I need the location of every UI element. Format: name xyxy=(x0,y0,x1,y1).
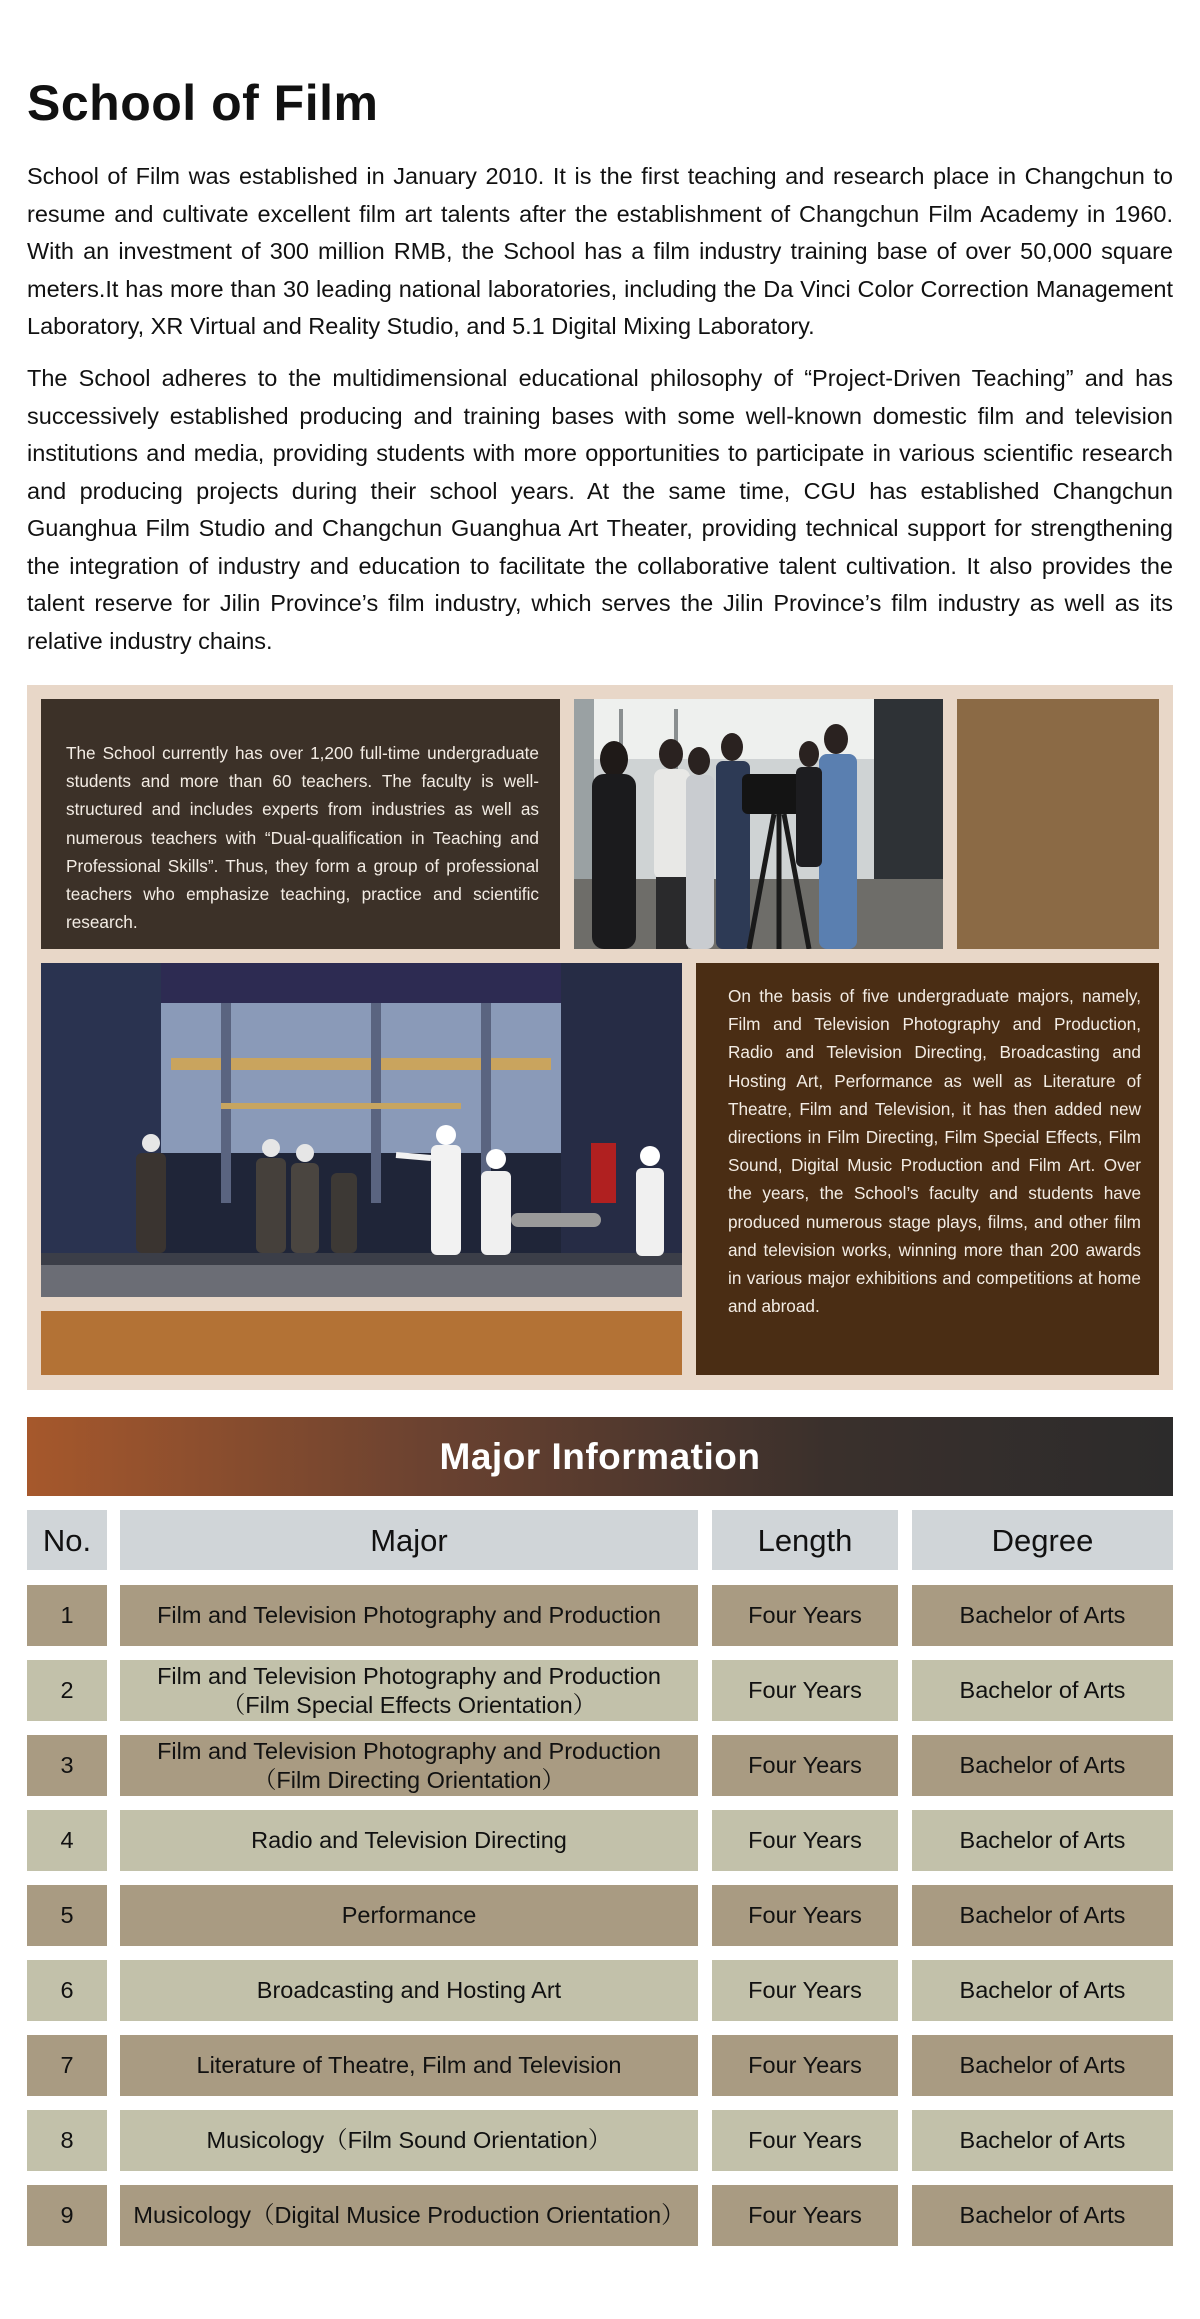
row-number: 2 xyxy=(27,1660,107,1721)
row-degree: Bachelor of Arts xyxy=(912,1660,1173,1721)
stage-performance-photo xyxy=(41,963,682,1297)
row-length: Four Years xyxy=(712,1960,898,2021)
row-number: 4 xyxy=(27,1810,107,1871)
row-length: Four Years xyxy=(712,2035,898,2096)
row-degree: Bachelor of Arts xyxy=(912,2185,1173,2246)
row-length: Four Years xyxy=(712,1735,898,1796)
row-number: 9 xyxy=(27,2185,107,2246)
page-title: School of Film xyxy=(27,75,379,131)
row-length: Four Years xyxy=(712,1885,898,1946)
row-length: Four Years xyxy=(712,1660,898,1721)
row-major: Literature of Theatre, Film and Television xyxy=(120,2035,698,2096)
major-information-banner: Major Information xyxy=(27,1417,1173,1496)
column-header-major: Major xyxy=(120,1510,698,1570)
film-crew-photo xyxy=(574,699,943,949)
row-degree: Bachelor of Arts xyxy=(912,1585,1173,1646)
column-header-length: Length xyxy=(712,1510,898,1570)
tan-color-block xyxy=(957,699,1159,949)
row-length: Four Years xyxy=(712,1810,898,1871)
row-degree: Bachelor of Arts xyxy=(912,1735,1173,1796)
row-number: 1 xyxy=(27,1585,107,1646)
column-header-no: No. xyxy=(27,1510,107,1570)
row-major: Radio and Television Directing xyxy=(120,1810,698,1871)
row-degree: Bachelor of Arts xyxy=(912,1960,1173,2021)
row-major: Musicology（Digital Musice Production Orientation） xyxy=(120,2185,698,2246)
row-major: Film and Television Photography and Production （Film Special Effects Orientation） xyxy=(120,1660,698,1721)
row-major: Musicology（Film Sound Orientation） xyxy=(120,2110,698,2171)
row-length: Four Years xyxy=(712,2110,898,2171)
majors-panel: On the basis of five undergraduate majors, namely, Film and Television Photography and Production, Radio and Television Directing, Broadcasting and Hosting Art, Performance as well as Literature of Theatre, Film and Television, it has then added new directions in Film Directing, Film Special Effects, Film Sound, Digital Music Production and Film Art. Over the years, the School’s faculty and students have produced numerous stage plays, films, and other film and television works, winning more than 200 awards in various major exhibitions and competitions at home and abroad. xyxy=(696,963,1159,1375)
row-major: Film and Television Photography and Production （Film Directing Orientation） xyxy=(120,1735,698,1796)
row-length: Four Years xyxy=(712,2185,898,2246)
row-length: Four Years xyxy=(712,1585,898,1646)
row-major: Film and Television Photography and Production xyxy=(120,1585,698,1646)
row-degree: Bachelor of Arts xyxy=(912,1810,1173,1871)
column-header-degree: Degree xyxy=(912,1510,1173,1570)
faculty-panel: The School currently has over 1,200 full-time undergraduate students and more than 60 teachers. The faculty is well-structured and includes experts from industries as well as numerous teachers with “Dual-qualification in Teaching and Professional Skills”. Thus, they form a group of professional teachers who emphasize teaching, practice and scientific research. xyxy=(41,699,560,949)
row-degree: Bachelor of Arts xyxy=(912,1885,1173,1946)
orange-color-block xyxy=(41,1311,682,1375)
row-number: 7 xyxy=(27,2035,107,2096)
row-degree: Bachelor of Arts xyxy=(912,2110,1173,2171)
row-major: Performance xyxy=(120,1885,698,1946)
row-number: 5 xyxy=(27,1885,107,1946)
row-major: Broadcasting and Hosting Art xyxy=(120,1960,698,2021)
philosophy-paragraph: The School adheres to the multidimensional educational philosophy of “Project-Driven Teaching” and has successively established producing and training bases with some well-known domestic film and television institutions and media, providing students with more opportunities to participate in various scientific research and producing projects during their school years. At the same time, CGU has established Changchun Guanghua Film Studio and Changchun Guanghua Art Theater, providing technical support for strengthening the integration of industry and education to facilitate the collaborative talent cultivation. It also provides the talent reserve for Jilin Province’s film industry, which serves the Jilin Province’s film industry as well as its relative industry chains. xyxy=(27,365,1173,654)
row-degree: Bachelor of Arts xyxy=(912,2035,1173,2096)
intro-paragraph: School of Film was established in January 2010. It is the first teaching and research place in Changchun to resume and cultivate excellent film art talents after the establishment of Changchun Film Academy in 1960. With an investment of 300 million RMB, the School has a film industry training base of over 50,000 square meters.It has more than 30 leading national laboratories, including the Da Vinci Color Correction Management Laboratory, XR Virtual and Reality Studio, and 5.1 Digital Mixing Laboratory. xyxy=(27,163,1173,339)
feature-mosaic xyxy=(27,685,1173,1390)
row-number: 6 xyxy=(27,1960,107,2021)
row-number: 3 xyxy=(27,1735,107,1796)
row-number: 8 xyxy=(27,2110,107,2171)
